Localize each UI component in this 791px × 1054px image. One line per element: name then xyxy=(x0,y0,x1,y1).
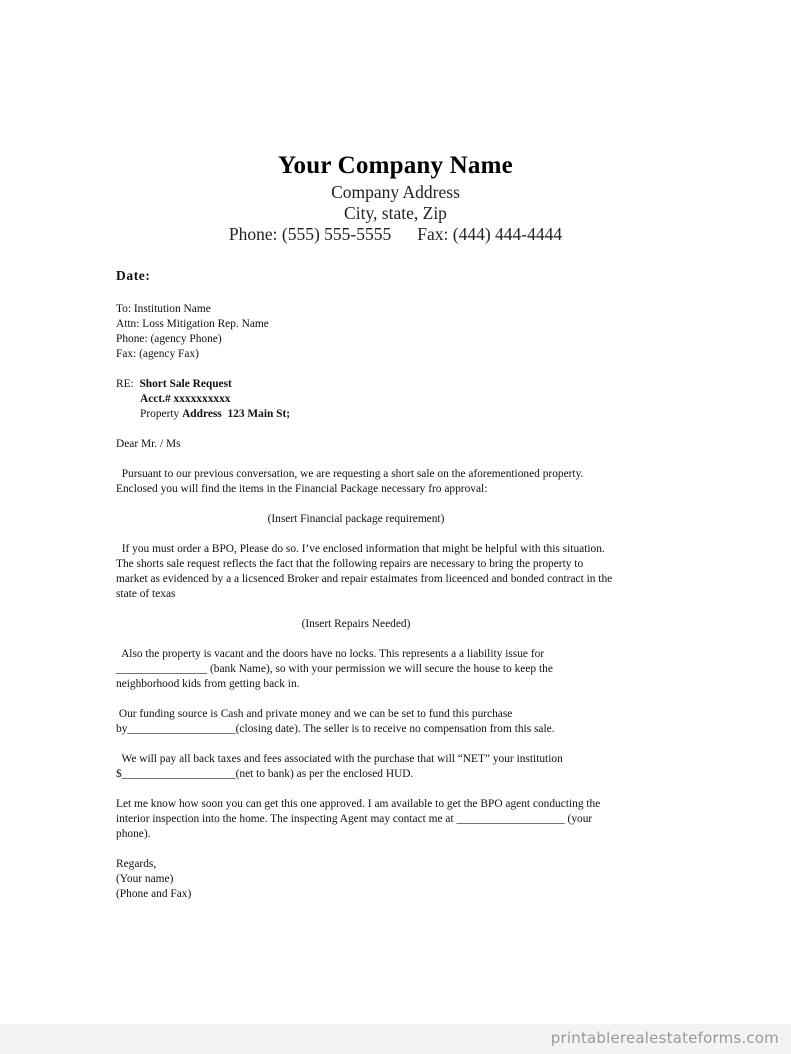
paragraph-6 xyxy=(116,797,686,842)
re-subject: Short Sale Request xyxy=(139,378,232,390)
closing-contact: (Phone and Fax) xyxy=(116,888,192,900)
paragraph-4 xyxy=(116,707,686,737)
company-contact xyxy=(0,224,791,245)
paragraph-line: state of texas xyxy=(116,588,176,600)
re-block xyxy=(116,377,686,422)
closing-name: (Your name) xyxy=(116,873,174,885)
company-fax: Fax: (444) 444-4444 xyxy=(417,224,563,244)
footer-bar xyxy=(0,1024,791,1054)
re-acct: Acct.# xxxxxxxxxx xyxy=(140,393,231,405)
letterhead xyxy=(0,150,791,245)
paragraph-line: Pursuant to our previous conversation, we are requesting a short sale on the aforementioned property. xyxy=(116,468,584,480)
paragraph-line: Our funding source is Cash and private money and we can be set to fund this purchase xyxy=(116,708,513,720)
paragraph-line: If you must order a BPO, Please do so. I’ve enclosed information that might be helpful with this situation. xyxy=(116,543,605,555)
re-subject-line xyxy=(116,377,686,392)
paragraph-line: ________________ (bank Name), so with your permission we will secure the house to keep the xyxy=(116,663,553,675)
date-label: Date: xyxy=(116,268,151,283)
paragraph-2 xyxy=(116,542,686,602)
re-label: RE: xyxy=(116,378,134,390)
recipient-attn: Attn: Loss Mitigation Rep. Name xyxy=(116,318,269,330)
paragraph-line: market as evidenced by a a licsenced Broker and repair estaimates from liceenced and bonded contract in the xyxy=(116,573,613,585)
company-phone: Phone: (555) 555-5555 xyxy=(228,224,392,244)
paragraph-3 xyxy=(116,647,686,692)
paragraph-line: $____________________(net to bank) as per the enclosed HUD. xyxy=(116,768,414,780)
re-property-label: Property xyxy=(140,408,183,420)
closing-block xyxy=(116,857,686,902)
paragraph-line: The shorts sale request reflects the fact that the following repairs are necessary to bring the property to xyxy=(116,558,584,570)
salutation: Dear Mr. / Ms xyxy=(116,438,181,450)
footer-watermark: printablerealestateforms.com xyxy=(550,1029,779,1047)
letter-body xyxy=(116,267,686,902)
closing-regards: Regards, xyxy=(116,858,157,870)
paragraph-1 xyxy=(116,467,686,497)
paragraph-line: phone). xyxy=(116,828,151,840)
paragraph-line: Enclosed you will find the items in the Financial Package necessary fro approval: xyxy=(116,483,488,495)
recipient-phone: Phone: (agency Phone) xyxy=(116,333,222,345)
paragraph-5 xyxy=(116,752,686,782)
company-name: Your Company Name xyxy=(278,152,513,179)
paragraph-line: We will pay all back taxes and fees associated with the purchase that will “NET” your institution xyxy=(116,753,563,765)
paragraph-line: neighborhood kids from getting back in. xyxy=(116,678,300,690)
company-address: Company Address xyxy=(331,182,460,202)
paragraph-line: interior inspection into the home. The inspecting Agent may contact me at ___________________ (your xyxy=(116,813,593,825)
re-property xyxy=(116,407,686,422)
recipient-block xyxy=(116,302,686,362)
company-city-state-zip: City, state, Zip xyxy=(344,203,447,223)
paragraph-line: Let me know how soon you can get this one approved. I am available to get the BPO agent conducting the xyxy=(116,798,601,810)
recipient-to: To: Institution Name xyxy=(116,303,211,315)
recipient-fax: Fax: (agency Fax) xyxy=(116,348,199,360)
paragraph-line: Also the property is vacant and the doors have no locks. This represents a a liability issue for xyxy=(116,648,545,660)
financial-package-note: (Insert Financial package requirement) xyxy=(267,513,445,525)
re-property-value: Address 123 Main St; xyxy=(182,408,291,420)
paragraph-line: by___________________(closing date). The seller is to receive no compensation from this sale. xyxy=(116,723,555,735)
repairs-needed-note: (Insert Repairs Needed) xyxy=(301,618,411,630)
